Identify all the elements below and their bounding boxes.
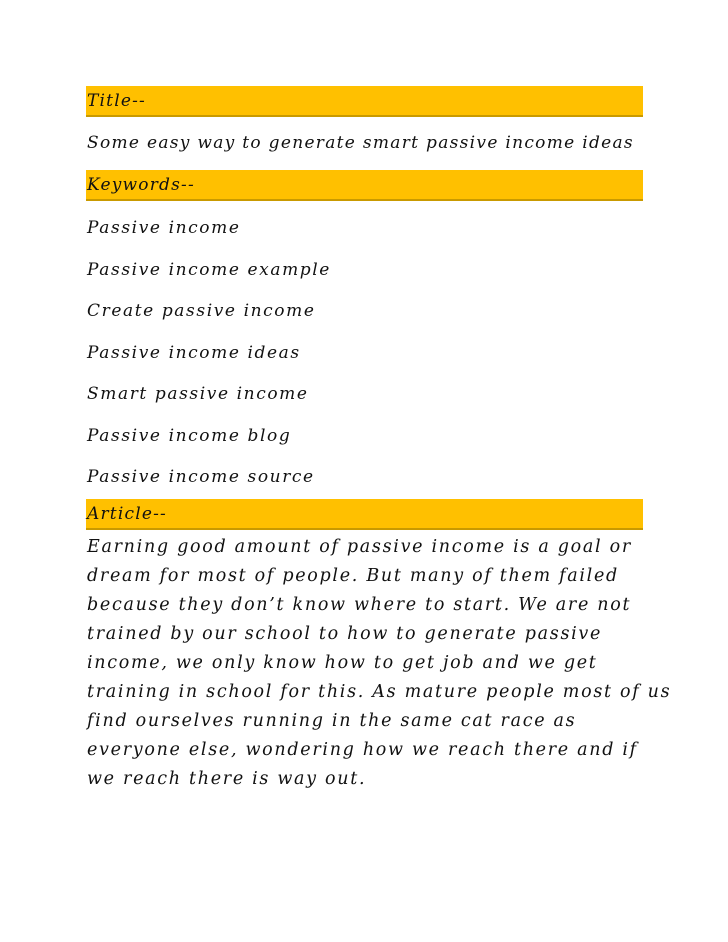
article-line: we reach there is way out.	[87, 768, 367, 789]
article-heading: Article--	[86, 499, 643, 530]
article-line: trained by our school to how to generate passive	[87, 623, 603, 644]
keyword-item: Passive income blog	[87, 425, 292, 446]
title-heading: Title--	[86, 86, 643, 117]
article-line: because they don’t know where to start. We are not	[87, 594, 632, 615]
keywords-heading: Keywords--	[86, 170, 643, 201]
keyword-item: Passive income source	[87, 467, 315, 487]
document-page	[86, 86, 672, 794]
article-line: training in school for this. As mature people most of us	[87, 681, 672, 702]
article-line: Earning good amount of passive income is a goal or	[87, 536, 632, 557]
article-body	[86, 530, 672, 794]
article-line: everyone else, wondering how we reach there and if	[87, 739, 638, 760]
keywords-list	[86, 201, 643, 499]
article-line: find ourselves running in the same cat race as	[87, 710, 577, 731]
keyword-item: Passive income	[87, 218, 241, 238]
keyword-item: Create passive income	[87, 301, 316, 321]
keyword-item: Smart passive income	[87, 384, 309, 404]
keyword-item: Passive income ideas	[87, 342, 301, 363]
title-text: Some easy way to generate smart passive income ideas	[87, 133, 634, 153]
article-line: income, we only know how to get job and we get	[87, 652, 598, 673]
article-line: dream for most of people. But many of them failed	[87, 565, 619, 586]
keyword-item: Passive income example	[87, 259, 331, 280]
